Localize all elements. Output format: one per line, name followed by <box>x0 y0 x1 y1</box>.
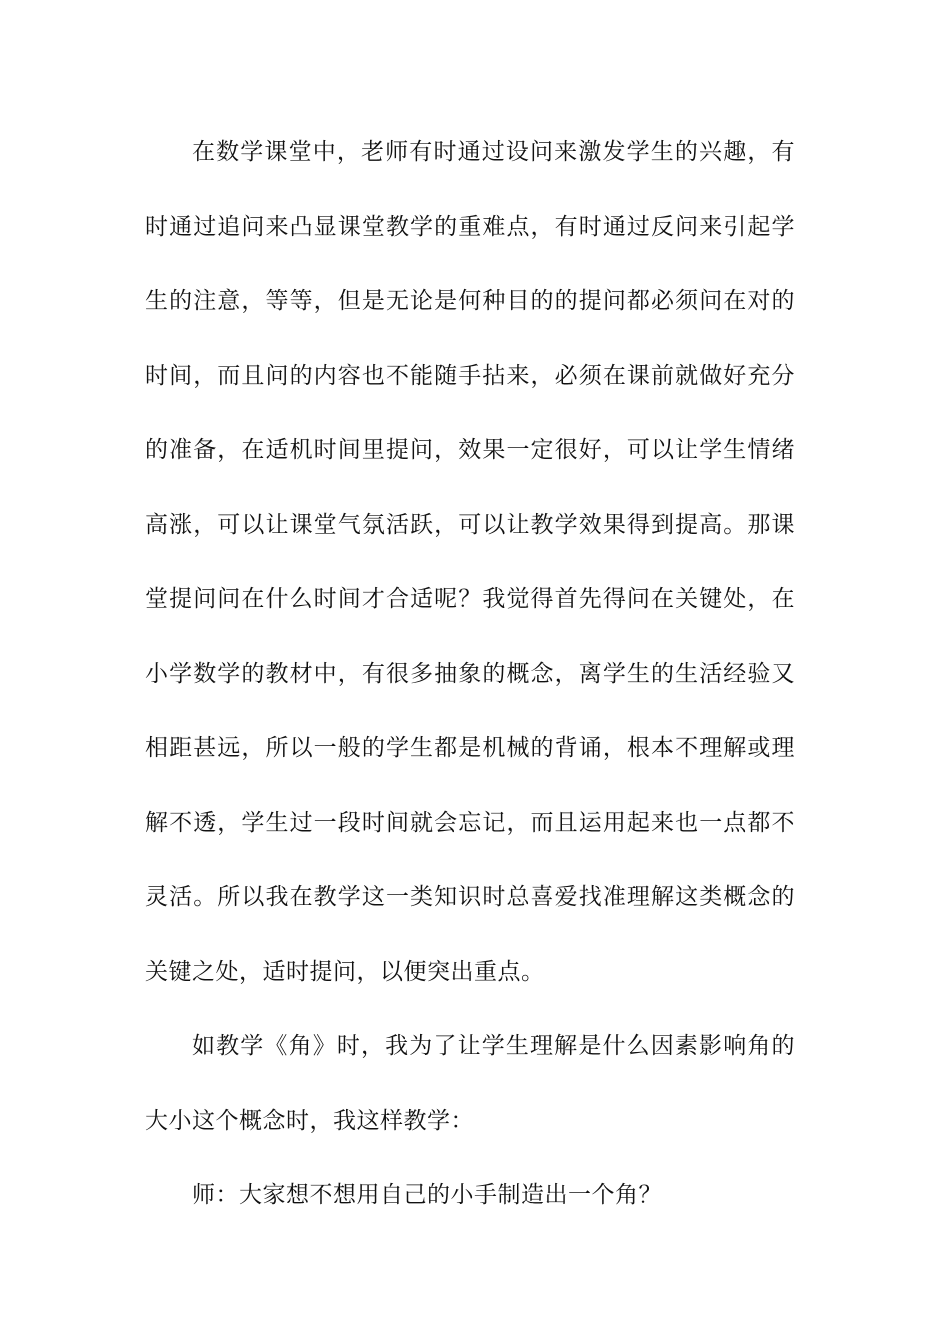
paragraph-2-line-1: 如教学《角》时，我为了让学生理解是什么因素影响角的 <box>192 1033 795 1059</box>
paragraph-1-line-1: 在数学课堂中，老师有时通过设问来激发学生的兴趣，有 <box>192 139 795 165</box>
paragraph-1-line-9: 相距甚远，所以一般的学生都是机械的背诵，根本不理解或理 <box>145 735 795 761</box>
paragraph-1-line-10: 解不透，学生过一段时间就会忘记，而且运用起来也一点都不 <box>145 809 795 836</box>
paragraph-1-line-12: 关键之处，适时提问，以便突出重点。 <box>145 958 545 985</box>
document-body <box>145 128 795 1246</box>
paragraph-2-line-2: 大小这个概念时，我这样教学： <box>145 1107 474 1134</box>
paragraph-1-line-6: 高涨，可以让课堂气氛活跃，可以让教学效果得到提高。那课 <box>145 511 795 538</box>
paragraph-3-line-1: 师：大家想不想用自己的小手制造出一个角？ <box>192 1182 662 1208</box>
paragraph-1-line-7: 堂提问问在什么时间才合适呢？我觉得首先得问在关键处，在 <box>145 586 795 612</box>
paragraph-1-line-11: 灵活。所以我在教学这一类知识时总喜爱找准理解这类概念的 <box>145 884 795 910</box>
paragraph-1-line-4: 时间，而且问的内容也不能随手拈来，必须在课前就做好充分 <box>145 362 795 389</box>
paragraph-1-line-5: 的准备，在适机时间里提问，效果一定很好，可以让学生情绪 <box>145 437 795 463</box>
paragraph-1-line-8: 小学数学的教材中，有很多抽象的概念，离学生的生活经验又 <box>145 660 795 687</box>
paragraph-1-line-2: 时通过追问来凸显课堂教学的重难点，有时通过反问来引起学 <box>145 213 795 240</box>
paragraph-1-line-3: 生的注意，等等，但是无论是何种目的的提问都必须问在对的 <box>145 288 795 314</box>
